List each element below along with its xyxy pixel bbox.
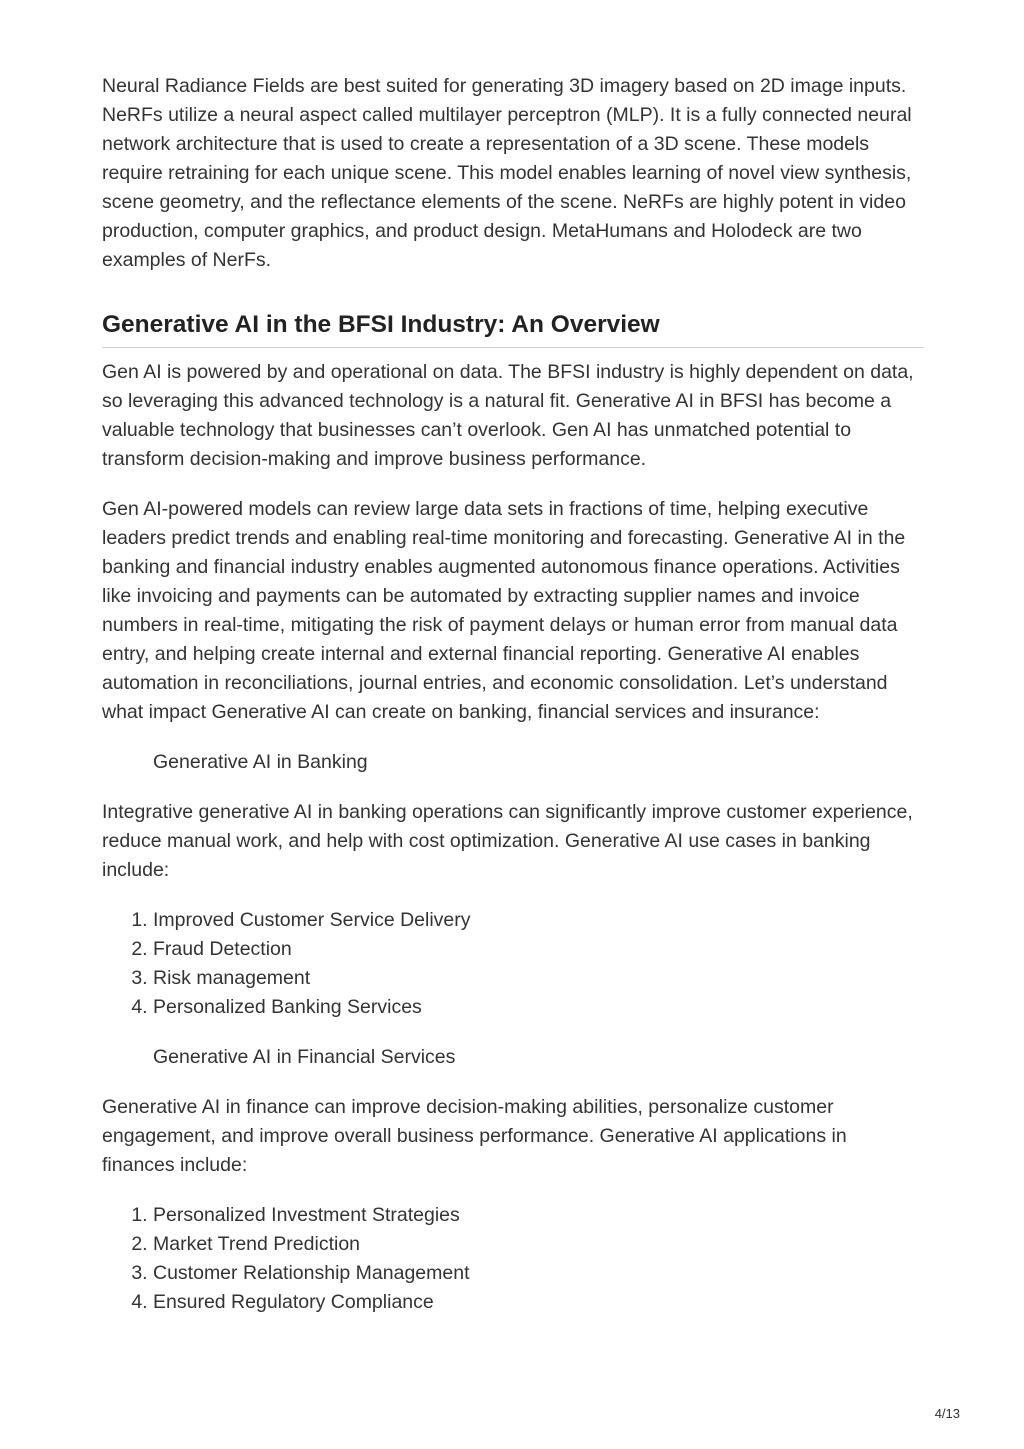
overview-paragraph-2: Gen AI-powered models can review large data sets in fractions of time, helping executive leaders predict trends and enabling real-time monitoring and forecasting. Generative AI in the banking and financial industry enables augmented autonomous finance operations. Activities like invoicing and payments can be automated by extracting supplier names and invoice numbers in real-time, mitigating the risk of payment delays or human error from manual data entry, and helping create internal and external financial reporting. Generative AI enables automation in reconciliations, journal entries, and economic consolidation. Let’s understand what impact Generative AI can create on banking, financial services and insurance: bbox=[102, 498, 906, 723]
financial-services-paragraph: Generative AI in finance can improve decision-making abilities, personalize customer engagement, and improve overall business performance. Generative AI applications in finances include: bbox=[102, 1096, 847, 1176]
financial-services-subheading: Generative AI in Financial Services bbox=[153, 1046, 456, 1068]
page-number: 4/13 bbox=[934, 1406, 960, 1421]
intro-paragraph: Neural Radiance Fields are best suited for generating 3D imagery based on 2D image inputs. NeRFs utilize a neural aspect called multilayer perceptron (MLP). It is a fully connected neural network architecture that is used to create a representation of a 3D scene. These models require retraining for each unique scene. This model enables learning of novel view synthesis, scene geometry, and the reflectance elements of the scene. NeRFs are highly potent in video production, computer graphics, and product design. MetaHumans and Holodeck are two examples of NerFs. bbox=[102, 75, 912, 271]
list-item: 1. Personalized Investment Strategies bbox=[153, 1201, 924, 1230]
list-item: 3. Risk management bbox=[153, 964, 924, 993]
banking-use-case-list bbox=[102, 906, 924, 1022]
list-item: 2. Fraud Detection bbox=[153, 935, 924, 964]
section-heading: Generative AI in the BFSI Industry: An Overview bbox=[102, 310, 924, 348]
list-item: 4. Ensured Regulatory Compliance bbox=[153, 1288, 924, 1317]
document-body bbox=[102, 72, 924, 1338]
list-item: 4. Personalized Banking Services bbox=[153, 993, 924, 1022]
banking-subheading: Generative AI in Banking bbox=[153, 751, 368, 773]
list-item: 2. Market Trend Prediction bbox=[153, 1230, 924, 1259]
financial-services-application-list bbox=[102, 1201, 924, 1317]
list-item: 1. Improved Customer Service Delivery bbox=[153, 906, 924, 935]
overview-paragraph-1: Gen AI is powered by and operational on data. The BFSI industry is highly dependent on data, so leveraging this advanced technology is a natural fit. Generative AI in BFSI has become a valuable technology that businesses can’t overlook. Gen AI has unmatched potential to transform decision-making and improve business performance. bbox=[102, 361, 914, 470]
list-item: 3. Customer Relationship Management bbox=[153, 1259, 924, 1288]
banking-paragraph: Integrative generative AI in banking operations can significantly improve customer experience, reduce manual work, and help with cost optimization. Generative AI use cases in banking include: bbox=[102, 801, 913, 881]
